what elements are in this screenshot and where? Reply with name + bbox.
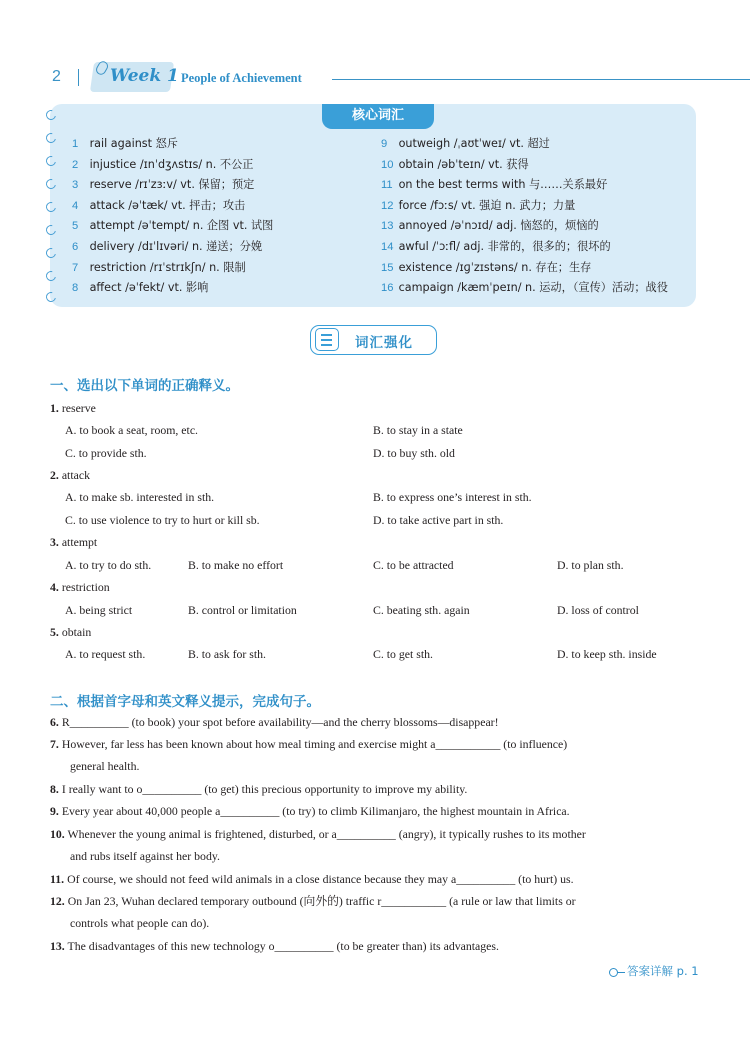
- vocab-item: 15 existence /ɪɡˈzɪstəns/ n. 存在；生存: [381, 260, 592, 274]
- option: B. to ask for sth.: [188, 647, 266, 661]
- option: C. beating sth. again: [373, 603, 470, 617]
- core-vocab-heading: 核心词汇: [322, 104, 434, 129]
- option: D. to plan sth.: [557, 558, 624, 572]
- option: A. to request sth.: [65, 647, 146, 661]
- sentence-item: 9. Every year about 40,000 people a__________ (to try) to climb Kilimanjaro, the highest mountain in Africa.: [50, 804, 570, 818]
- vocab-item: 3 reserve /rɪˈzɜːv/ vt. 保留；预定: [72, 178, 255, 192]
- header-divider: [78, 69, 79, 86]
- question-word: 4. restriction: [50, 580, 110, 594]
- section-title-1: 一、选出以下单词的正确释义。: [50, 378, 239, 394]
- vocab-item: 10 obtain /əbˈteɪn/ vt. 获得: [381, 157, 529, 171]
- key-icon: [609, 968, 625, 976]
- question-word: 3. attempt: [50, 535, 98, 549]
- question-word: 2. attack: [50, 468, 90, 482]
- banner-label: 词汇强化: [355, 335, 413, 351]
- question-word: 1. reserve: [50, 401, 96, 415]
- sentence-item: 10. Whenever the young animal is frightened, disturbed, or a__________ (angry), it typically rushes to its mother and rubs itself against her body.: [50, 827, 586, 863]
- sentence-item: 8. I really want to o__________ (to get) this precious opportunity to improve my ability.: [50, 782, 468, 796]
- sentence-item: 12. On Jan 23, Wuhan declared temporary outbound (向外的) traffic r___________ (a rule or law that limits or controls what people can do).: [50, 894, 576, 930]
- vocab-item: 5 attempt /əˈtempt/ n. 企图 vt. 试图: [72, 219, 274, 233]
- header-rule: [332, 79, 750, 80]
- vocab-item: 12 force /fɔːs/ vt. 强迫 n. 武力；力量: [381, 198, 576, 212]
- vocab-item: 7 restriction /rɪˈstrɪkʃn/ n. 限制: [72, 260, 246, 274]
- vocab-list-left: [72, 137, 273, 302]
- unit-title: People of Achievement: [181, 71, 302, 85]
- vocab-item: 16 campaign /kæmˈpeɪn/ n. 运动，（宣传）活动；战役: [381, 281, 668, 295]
- vocab-item: 8 affect /əˈfekt/ vt. 影响: [72, 281, 209, 295]
- option: B. to make no effort: [188, 558, 284, 572]
- vocab-item: 14 awful /ˈɔːfl/ adj. 非常的，很多的；很坏的: [381, 239, 611, 253]
- vocab-practice-banner: [310, 325, 437, 355]
- vocab-item: 6 delivery /dɪˈlɪvəri/ n. 递送；分娩: [72, 239, 263, 253]
- question-word: 5. obtain: [50, 625, 92, 639]
- document-icon: [315, 328, 339, 351]
- option: A. to book a seat, room, etc.: [65, 423, 199, 437]
- vocab-item: 4 attack /əˈtæk/ vt. 抨击；攻击: [72, 198, 246, 212]
- option: D. to keep sth. inside: [557, 647, 657, 661]
- answer-reference: 答案详解 p. 1: [609, 963, 699, 979]
- vocab-item: 9 outweigh /ˌaʊtˈweɪ/ vt. 超过: [381, 137, 550, 150]
- option: C. to provide sth.: [65, 446, 147, 460]
- option: B. to stay in a state: [373, 423, 463, 437]
- page-number: 2: [52, 68, 61, 85]
- section-title-2: 二、根据首字母和英文释义提示，完成句子。: [50, 694, 320, 710]
- page-header: [0, 62, 750, 96]
- option: D. to buy sth. old: [373, 446, 455, 460]
- option: C. to use violence to try to hurt or kill sb.: [65, 513, 260, 527]
- week-label: Week 1: [110, 66, 179, 86]
- sentence-item: 13. The disadvantages of this new technology o__________ (to be greater than) its advantages.: [50, 939, 499, 953]
- sentence-item: 6. R__________ (to book) your spot before availability—and the cherry blossoms—disappear!: [50, 715, 499, 729]
- sentence-item: 7. However, far less has been known about how meal timing and exercise might a___________ (to influence) general health.: [50, 737, 568, 773]
- option: C. to be attracted: [373, 558, 454, 572]
- vocab-item: 1 rail against 怒斥: [72, 137, 178, 150]
- option: A. to make sb. interested in sth.: [65, 490, 215, 504]
- vocab-list-right: [381, 137, 668, 302]
- vocab-item: 13 annoyed /əˈnɔɪd/ adj. 恼怒的，烦恼的: [381, 219, 599, 233]
- option: B. control or limitation: [188, 603, 297, 617]
- option: A. to try to do sth.: [65, 558, 152, 572]
- binder-rings-icon: [44, 108, 58, 308]
- option: B. to express one’s interest in sth.: [373, 490, 532, 504]
- option: D. loss of control: [557, 603, 639, 617]
- option: C. to get sth.: [373, 647, 433, 661]
- sentence-item: 11. Of course, we should not feed wild animals in a close distance because they may a__________ (to hurt) us.: [50, 872, 574, 886]
- option: D. to take active part in sth.: [373, 513, 504, 527]
- option: A. being strict: [65, 603, 133, 617]
- vocab-item: 2 injustice /ɪnˈdʒʌstɪs/ n. 不公正: [72, 157, 254, 171]
- vocab-item: 11 on the best terms with 与……关系最好: [381, 178, 608, 192]
